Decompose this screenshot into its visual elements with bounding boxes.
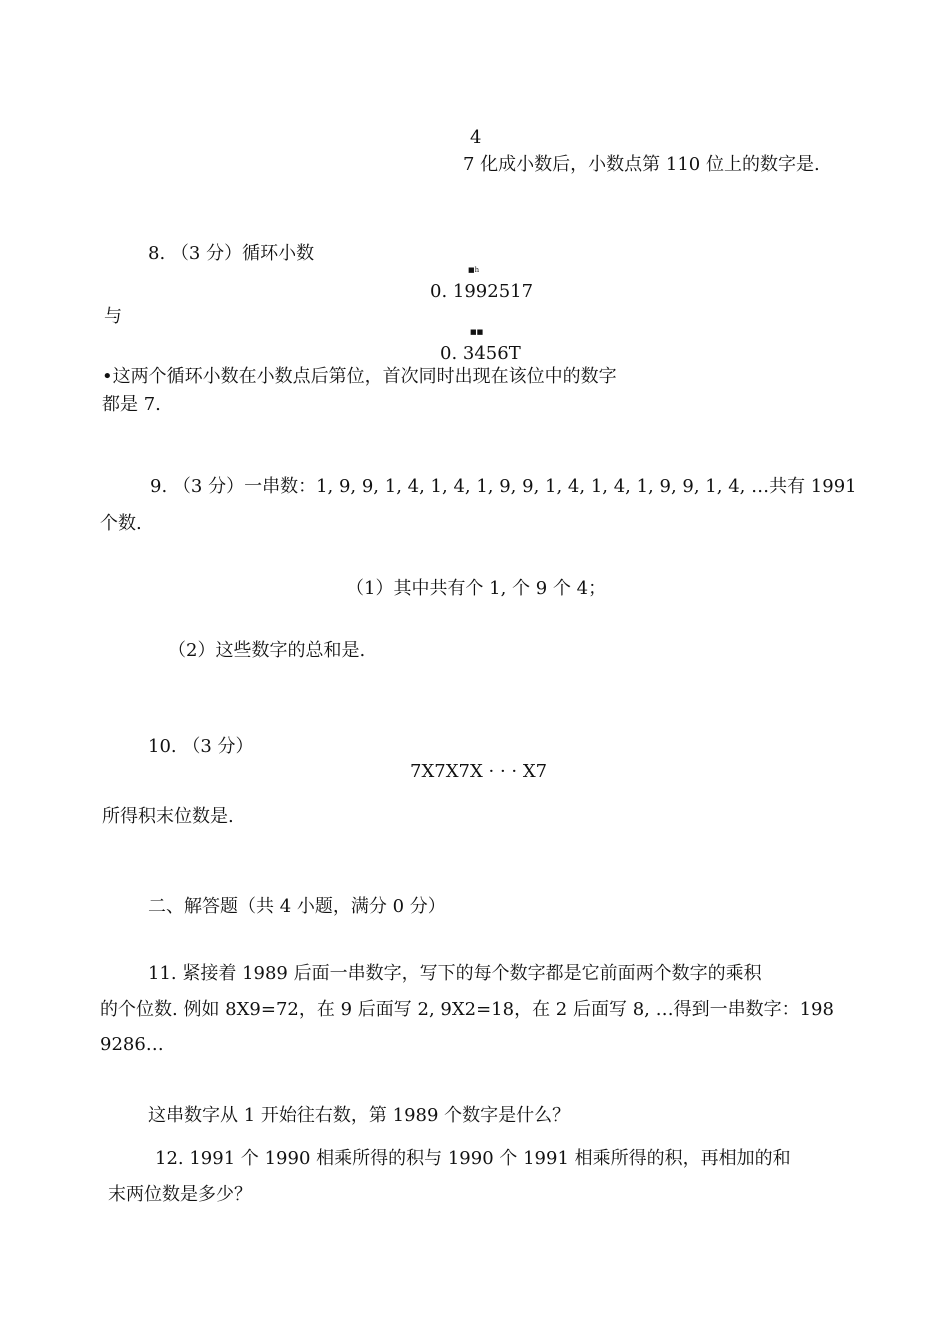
q9-part-1: （1）其中共有个 1, 个 9 个 4； (346, 578, 607, 599)
q8-repeat-dot-mark-2: ■■ (470, 328, 484, 336)
q12-line-2: 末两位数是多少？ (108, 1184, 252, 1205)
q8-repeat-dot-mark-1: ■h (468, 266, 480, 274)
q10-heading: 10. （3 分） (148, 736, 254, 757)
q8-repeating-decimal-2: 0. 3456T (440, 343, 521, 364)
q9-part-2: （2）这些数字的总和是. (168, 640, 366, 661)
q8-and: 与 (104, 306, 122, 327)
q7-text: 7 化成小数后，小数点第 110 位上的数字是. (463, 154, 820, 175)
q9-heading-continuation: 个数. (100, 513, 142, 534)
q8-text-line-2: 都是 7. (102, 394, 161, 415)
q10-tail: 所得积末位数是. (102, 806, 234, 827)
q12-line-1: 12. 1991 个 1990 相乘所得的积与 1990 个 1991 相乘所得的积，再相加的和 (155, 1148, 791, 1169)
q10-expression: 7X7X7X · · · X7 (410, 761, 548, 782)
q8-text-line-1: •这两个循环小数在小数点后第位，首次同时出现在该位中的数字 (102, 366, 617, 387)
q11-line-3: 9286… (100, 1034, 164, 1055)
q8-repeating-decimal-1: 0. 1992517 (430, 281, 534, 302)
q11-question: 这串数字从 1 开始往右数，第 1989 个数字是什么？ (148, 1105, 571, 1126)
q8-heading: 8. （3 分）循环小数 (148, 243, 315, 264)
section-title: 二、解答题（共 4 小题，满分 0 分） (148, 896, 446, 917)
q11-line-2: 的个位数. 例如 8X9=72，在 9 后面写 2, 9X2=18，在 2 后面写 8, …得到一串数字：198 (100, 999, 834, 1020)
q11-line-1: 11. 紧接着 1989 后面一串数字，写下的每个数字都是它前面两个数字的乘积 (148, 963, 762, 984)
q7-numerator: 4 (470, 127, 482, 148)
q9-heading: 9. （3 分）一串数：1, 9, 9, 1, 4, 1, 4, 1, 9, 9, 1, 4, 1, 4, 1, 9, 9, 1, 4, …共有 1991 (150, 476, 857, 497)
